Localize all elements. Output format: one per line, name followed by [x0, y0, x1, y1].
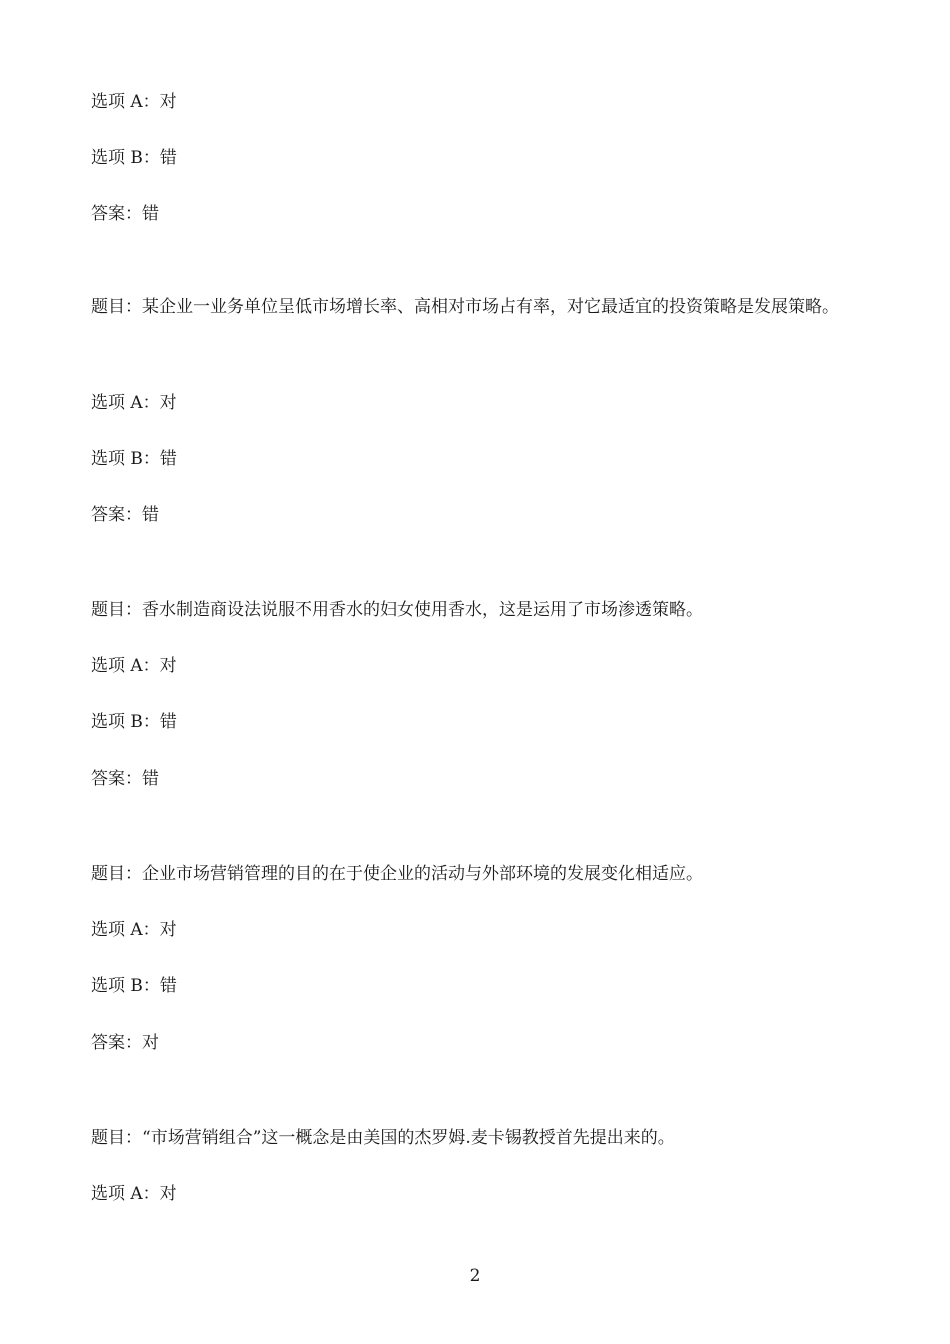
question-text: 题目：“市场营销组合”这一概念是由美国的杰罗姆.麦卡锡教授首先提出来的。 [91, 1128, 675, 1148]
page-number: 2 [469, 1266, 481, 1286]
option-a: 选项 A：对 [91, 920, 177, 940]
question-text: 题目：企业市场营销管理的目的在于使企业的活动与外部环境的发展变化相适应。 [91, 864, 703, 884]
option-b: 选项 B：错 [91, 712, 177, 732]
option-b: 选项 B：错 [91, 449, 177, 469]
option-a: 选项 A：对 [91, 393, 177, 413]
answer: 答案：错 [91, 769, 159, 789]
answer: 答案：错 [91, 505, 159, 525]
option-b: 选项 B：错 [91, 976, 177, 996]
question-text: 题目：香水制造商设法说服不用香水的妇女使用香水，这是运用了市场渗透策略。 [91, 600, 703, 620]
answer: 答案：错 [91, 204, 159, 224]
answer: 答案：对 [91, 1033, 159, 1053]
question-text: 题目：某企业一业务单位呈低市场增长率、高相对市场占有率，对它最适宜的投资策略是发展策略。 [91, 297, 839, 317]
option-b: 选项 B：错 [91, 148, 177, 168]
option-a: 选项 A：对 [91, 1184, 177, 1204]
option-a: 选项 A：对 [91, 656, 177, 676]
option-a: 选项 A：对 [91, 92, 177, 112]
